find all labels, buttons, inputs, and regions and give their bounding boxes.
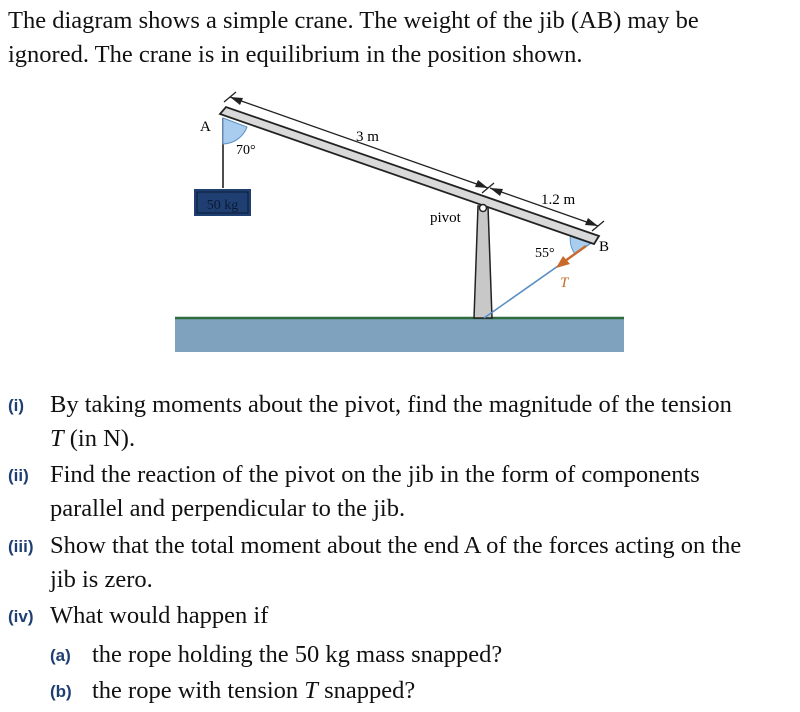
part-i-line-2: T (in N). <box>50 425 136 452</box>
pivot-pin <box>480 205 487 212</box>
part-i-line-1: By taking moments about the pivot, find the magnitude of the tension <box>50 391 732 418</box>
part-a-line-1: the rope holding the 50 kg mass snapped? <box>92 641 503 668</box>
part-iii-line-2: jib is zero. <box>50 566 153 593</box>
part-a-label: (a) <box>50 646 71 665</box>
ground <box>175 318 624 352</box>
pivot-label: pivot <box>430 210 461 226</box>
point-a-label: A <box>200 119 211 135</box>
pivot-post <box>474 206 492 318</box>
part-i-label: (i) <box>8 396 25 415</box>
dimension-1-2m-arrow-left <box>490 188 503 196</box>
point-b-label: B <box>599 239 610 255</box>
dimension-3m-tick-right <box>482 183 494 193</box>
dimension-3m-tick-left <box>224 92 236 102</box>
dimension-3m-arrow-right <box>475 180 488 188</box>
intro-line-2: ignored. The crane is in equilibrium in the position shown. <box>8 41 583 68</box>
mass-label: 50 kg <box>206 198 239 213</box>
part-iv-label: (iv) <box>8 607 34 626</box>
dimension-1-2m-arrow-right <box>585 218 598 226</box>
part-ii-line-1: Find the reaction of the pivot on the jib in the form of components <box>50 461 700 488</box>
dimension-3m-arrow-left <box>230 97 243 105</box>
angle-b-label: 55° <box>535 246 555 261</box>
length-1-2m-label: 1.2 m <box>541 192 576 208</box>
length-3m-label: 3 m <box>356 129 379 145</box>
tension-label: T <box>560 275 569 291</box>
dimension-1-2m-tick-right <box>592 221 604 231</box>
part-b-label: (b) <box>50 682 72 701</box>
angle-a-label: 70° <box>236 143 256 158</box>
part-ii-line-2: parallel and perpendicular to the jib. <box>50 495 406 522</box>
jib <box>220 107 599 244</box>
part-iii-label: (iii) <box>8 537 34 556</box>
intro-line-1: The diagram shows a simple crane. The weight of the jib (AB) may be <box>8 7 699 34</box>
part-iii-line-1: Show that the total moment about the end A of the forces acting on the <box>50 532 742 559</box>
part-ii-label: (ii) <box>8 466 29 485</box>
part-iv-line-1: What would happen if <box>50 602 269 629</box>
part-b-line-1: the rope with tension T snapped? <box>92 677 416 704</box>
